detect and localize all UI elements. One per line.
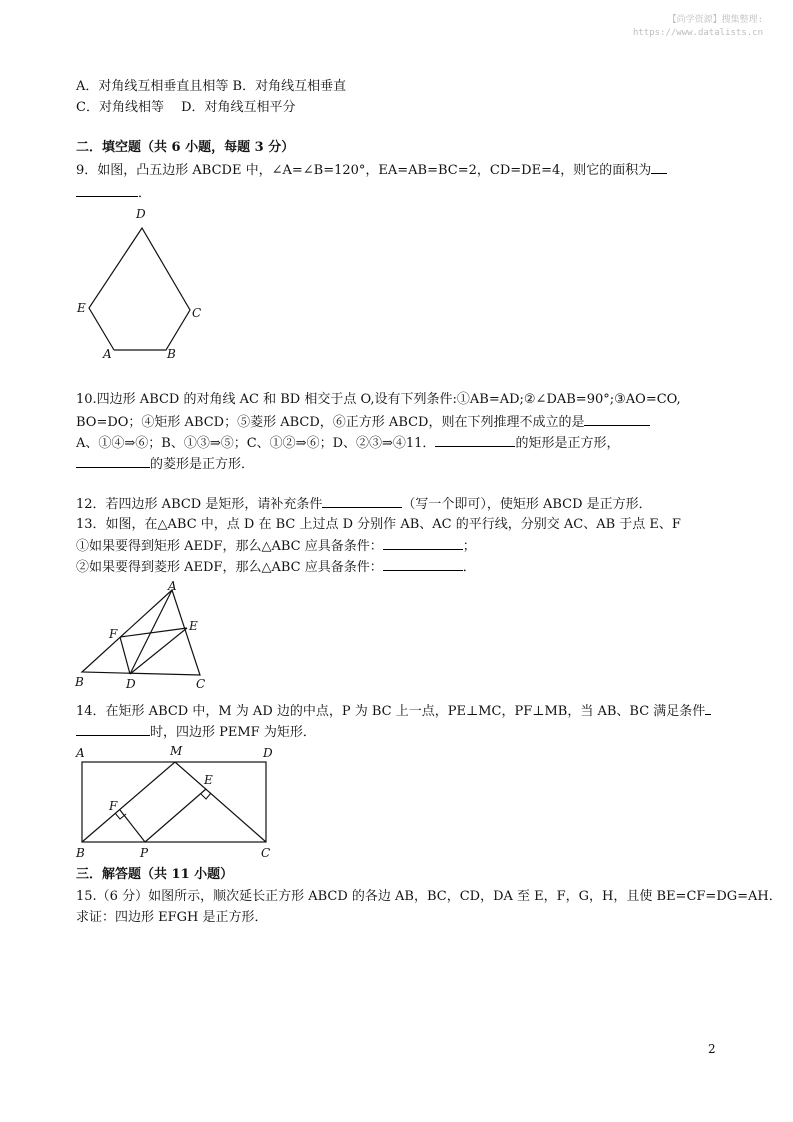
label-M: M	[170, 744, 183, 758]
label-D: D	[126, 677, 136, 691]
q12-tail: （写一个即可），使矩形 ABCD 是正方形．	[402, 497, 652, 512]
q13-cond2: ②如果要得到菱形 AEDF，那么△ABC 应具备条件：	[76, 560, 383, 575]
label-F: F	[109, 627, 118, 641]
q13-blank-1	[383, 537, 463, 550]
segment-PE	[145, 789, 206, 842]
q10-line2	[76, 413, 650, 432]
segment-MC	[175, 762, 266, 842]
label-C: C	[192, 306, 202, 320]
figure-rectangle	[72, 742, 282, 864]
q12-answer-blank	[322, 495, 402, 508]
label-A: A	[76, 746, 85, 760]
q9-statement: 9．如图，凸五边形 ABCDE 中，∠A=∠B=120°，EA=AB=BC=2，CD=DE=4，则它的面积为	[76, 163, 652, 178]
label-B: B	[167, 347, 176, 361]
q9-tail: ．	[138, 186, 152, 201]
label-C: C	[196, 677, 206, 691]
label-C: C	[261, 846, 271, 860]
q9-answer-blank-start	[651, 161, 667, 174]
q10-answer-blank	[584, 413, 650, 426]
figure-triangle	[72, 580, 212, 692]
segment-MB	[82, 762, 175, 842]
section2-title: 二．填空题（共 6 小题，每题 3 分）	[76, 140, 295, 155]
q11-rhombus-text: 的菱形是正方形．	[150, 457, 255, 472]
q13-tail-2: ．	[462, 560, 476, 575]
q13-line1: 13．如图，在△ABC 中，点 D 在 BC 上过点 D 分别作 AB、AC 的平行线，分别交 AC、AB 于点 E、F	[76, 517, 681, 532]
q15-line1: 15.（6 分）如图所示，顺次延长正方形 ABCD 的各边 AB，BC，CD，DA 至 E，F，G，H，且使 BE=CF=DG=AH．	[76, 889, 782, 904]
q11-rect-text: 的矩形是正方形，	[515, 436, 620, 451]
q13-line2	[76, 537, 476, 556]
q15-line2: 求证：四边形 EFGH 是正方形．	[76, 910, 268, 925]
q13-blank-2	[383, 558, 463, 571]
q11-blank-2	[76, 455, 150, 468]
label-D: D	[136, 207, 146, 221]
q10-line1: 10.四边形 ABCD 的对角线 AC 和 BD 相交于点 O,设有下列条件:①AB=AD;②∠DAB=90°;③AO=CO,	[76, 392, 681, 407]
q14-answer-blank	[76, 723, 150, 736]
watermark	[633, 14, 763, 40]
right-angle-F	[115, 813, 126, 819]
pentagon-outline	[89, 228, 190, 350]
q12-statement: 12．若四边形 ABCD 是矩形，请补充条件	[76, 497, 323, 512]
figure-pentagon	[74, 200, 214, 362]
q14-blank-start	[705, 702, 711, 715]
label-E: E	[77, 301, 86, 315]
q11-blank-1	[435, 434, 515, 447]
q8-option-a-b: A．对角线互相垂直且相等 B．对角线互相垂直	[76, 79, 347, 94]
q14-tail: 时，四边形 PEMF 为矩形．	[150, 725, 316, 740]
q10-statement: BO=DO；④矩形 ABCD；⑤菱形 ABCD，⑥正方形 ABCD，则在下列推理不成立的是	[76, 415, 585, 430]
label-A: A	[103, 347, 112, 361]
q10-line3	[76, 434, 619, 453]
label-F: F	[109, 799, 118, 813]
section3-title: 三．解答题（共 11 小题）	[76, 867, 234, 882]
q13-line3	[76, 558, 476, 577]
q13-tail-1: ；	[462, 539, 476, 554]
label-D: D	[263, 746, 273, 760]
segment-DF	[120, 637, 130, 674]
watermark-url: https://www.datalists.cn	[632, 28, 763, 38]
label-E: E	[204, 773, 213, 787]
q10-options: A、①④⇒⑥；B、①③⇒⑤；C、①②⇒⑥；D、②③⇒④11．	[76, 436, 436, 451]
q13-cond1: ①如果要得到矩形 AEDF，那么△ABC 应具备条件：	[76, 539, 383, 554]
q10-line4	[76, 455, 254, 474]
label-P: P	[140, 846, 149, 860]
watermark-title: 【尚学资源】搜集整理:	[667, 15, 763, 25]
page-number: 2	[708, 1042, 716, 1056]
q9-text	[76, 161, 667, 180]
label-A: A	[168, 580, 177, 593]
q14-line1	[76, 702, 711, 721]
right-angle-E	[201, 793, 211, 799]
q14-line2	[76, 723, 316, 742]
segment-AD	[130, 590, 172, 674]
label-B: B	[75, 675, 84, 689]
q9-answer-blank	[76, 184, 138, 197]
q14-statement: 14．在矩形 ABCD 中，M 为 AD 边的中点，P 为 BC 上一点，PE⊥MC，PF⊥MB，当 AB、BC 满足条件	[76, 704, 706, 719]
q8-option-c-d: C．对角线相等 D．对角线互相平分	[76, 100, 296, 115]
label-E: E	[189, 619, 198, 633]
label-B: B	[76, 846, 85, 860]
q12-line	[76, 495, 652, 514]
segment-PF	[120, 810, 145, 842]
